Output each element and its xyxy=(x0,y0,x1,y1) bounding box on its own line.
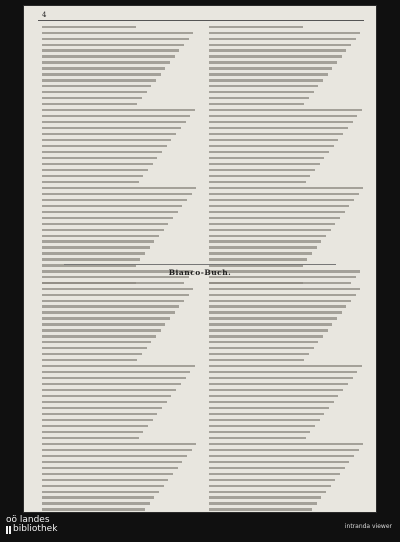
illegible-text-line xyxy=(38,477,198,482)
illegible-text-line xyxy=(205,322,365,327)
illegible-text-line xyxy=(38,227,198,232)
illegible-text-line xyxy=(38,459,198,464)
illegible-text-line xyxy=(38,84,198,89)
illegible-text-line xyxy=(205,429,365,434)
illegible-text-line xyxy=(205,257,365,262)
illegible-text-line xyxy=(38,257,198,262)
illegible-text-line xyxy=(38,120,198,125)
illegible-text-line xyxy=(205,483,365,488)
illegible-text-line xyxy=(205,364,365,369)
illegible-text-line xyxy=(38,161,198,166)
illegible-text-line xyxy=(205,239,365,244)
illegible-text-line xyxy=(205,316,365,321)
illegible-text-line xyxy=(205,96,365,101)
illegible-text-line xyxy=(205,167,365,172)
illegible-text-line xyxy=(38,239,198,244)
illegible-text-line xyxy=(38,387,198,392)
illegible-text-line xyxy=(38,137,198,142)
illegible-text-line xyxy=(205,381,365,386)
illegible-text-line xyxy=(205,173,365,178)
illegible-text-line xyxy=(38,24,198,29)
illegible-text-line xyxy=(205,352,365,357)
illegible-text-line xyxy=(38,304,198,309)
illegible-text-line xyxy=(38,90,198,95)
illegible-text-line xyxy=(205,477,365,482)
illegible-text-line xyxy=(205,447,365,452)
illegible-text-line xyxy=(205,120,365,125)
header-rule xyxy=(38,20,364,21)
illegible-text-line xyxy=(38,489,198,494)
section-heading: Bianco-Buch. xyxy=(168,268,232,277)
illegible-text-line xyxy=(205,346,365,351)
illegible-text-line xyxy=(38,72,198,77)
illegible-text-line xyxy=(38,381,198,386)
illegible-text-line xyxy=(205,30,365,35)
illegible-text-line xyxy=(205,340,365,345)
illegible-text-line xyxy=(38,66,198,71)
logo-line-2: bibliothek xyxy=(13,524,58,534)
illegible-text-line xyxy=(205,328,365,333)
illegible-text-line xyxy=(205,221,365,226)
illegible-text-line xyxy=(38,453,198,458)
illegible-text-line xyxy=(205,507,365,512)
illegible-text-line xyxy=(38,185,198,190)
illegible-text-line xyxy=(38,155,198,160)
illegible-text-line xyxy=(205,453,365,458)
illegible-text-line xyxy=(205,459,365,464)
illegible-text-line xyxy=(205,280,365,285)
illegible-text-line xyxy=(38,114,198,119)
illegible-text-line xyxy=(38,60,198,65)
illegible-text-line xyxy=(205,405,365,410)
illegible-text-line xyxy=(38,125,198,130)
illegible-text-line xyxy=(38,316,198,321)
upper-left-column xyxy=(38,24,198,287)
section-rule xyxy=(64,264,336,265)
illegible-text-line xyxy=(205,102,365,107)
illegible-text-line xyxy=(38,358,198,363)
illegible-text-line xyxy=(38,495,198,500)
illegible-text-line xyxy=(38,149,198,154)
illegible-text-line xyxy=(38,36,198,41)
illegible-text-line xyxy=(38,221,198,226)
illegible-text-line xyxy=(205,304,365,309)
illegible-text-line xyxy=(38,233,198,238)
illegible-text-line xyxy=(205,435,365,440)
illegible-text-line xyxy=(38,203,198,208)
illegible-text-line xyxy=(205,471,365,476)
illegible-text-line xyxy=(205,376,365,381)
illegible-text-line xyxy=(38,346,198,351)
illegible-text-line xyxy=(205,78,365,83)
illegible-text-line xyxy=(205,114,365,119)
illegible-text-line xyxy=(205,84,365,89)
logo-bars-icon xyxy=(6,526,11,534)
illegible-text-line xyxy=(205,149,365,154)
logo-line-1: oö landes xyxy=(6,515,50,525)
viewer-credit: intranda viewer xyxy=(344,523,392,530)
illegible-text-line xyxy=(205,90,365,95)
illegible-text-line xyxy=(205,48,365,53)
illegible-text-line xyxy=(38,501,198,506)
illegible-text-line xyxy=(205,143,365,148)
illegible-text-line xyxy=(38,48,198,53)
scanned-page xyxy=(24,6,376,512)
illegible-text-line xyxy=(205,155,365,160)
illegible-text-line xyxy=(38,102,198,107)
illegible-text-line xyxy=(205,370,365,375)
illegible-text-line xyxy=(205,60,365,65)
illegible-text-line xyxy=(205,501,365,506)
illegible-text-line xyxy=(205,66,365,71)
illegible-text-line xyxy=(205,495,365,500)
illegible-text-line xyxy=(205,191,365,196)
illegible-text-line xyxy=(205,197,365,202)
illegible-text-line xyxy=(205,393,365,398)
illegible-text-line xyxy=(38,179,198,184)
illegible-text-line xyxy=(38,399,198,404)
illegible-text-line xyxy=(38,429,198,434)
illegible-text-line xyxy=(38,251,198,256)
illegible-text-line xyxy=(205,417,365,422)
illegible-text-line xyxy=(38,417,198,422)
illegible-text-line xyxy=(38,411,198,416)
illegible-text-line xyxy=(205,489,365,494)
illegible-text-line xyxy=(38,310,198,315)
illegible-text-line xyxy=(38,393,198,398)
illegible-text-line xyxy=(205,203,365,208)
illegible-text-line xyxy=(205,72,365,77)
illegible-text-line xyxy=(38,173,198,178)
illegible-text-line xyxy=(38,423,198,428)
illegible-text-line xyxy=(38,131,198,136)
illegible-text-line xyxy=(205,185,365,190)
illegible-text-line xyxy=(205,125,365,130)
illegible-text-line xyxy=(205,411,365,416)
illegible-text-line xyxy=(38,292,198,297)
illegible-text-line xyxy=(38,215,198,220)
illegible-text-line xyxy=(38,191,198,196)
illegible-text-line xyxy=(205,310,365,315)
illegible-text-line xyxy=(205,441,365,446)
illegible-text-line xyxy=(38,376,198,381)
illegible-text-line xyxy=(205,209,365,214)
lower-left-column xyxy=(38,280,198,512)
illegible-text-line xyxy=(38,78,198,83)
illegible-text-line xyxy=(205,137,365,142)
library-logo xyxy=(6,516,57,534)
illegible-text-line xyxy=(205,42,365,47)
illegible-text-line xyxy=(205,334,365,339)
illegible-text-line xyxy=(205,399,365,404)
illegible-text-line xyxy=(205,292,365,297)
illegible-text-line xyxy=(38,340,198,345)
illegible-text-line xyxy=(38,280,198,285)
illegible-text-line xyxy=(38,334,198,339)
illegible-text-line xyxy=(205,387,365,392)
illegible-text-line xyxy=(38,447,198,452)
illegible-text-line xyxy=(38,96,198,101)
illegible-text-line xyxy=(38,435,198,440)
illegible-text-line xyxy=(38,364,198,369)
illegible-text-line xyxy=(38,209,198,214)
illegible-text-line xyxy=(205,179,365,184)
illegible-text-line xyxy=(205,161,365,166)
illegible-text-line xyxy=(205,298,365,303)
page-number: 4 xyxy=(42,11,47,19)
illegible-text-line xyxy=(38,465,198,470)
illegible-text-line xyxy=(38,483,198,488)
illegible-text-line xyxy=(38,197,198,202)
lower-right-column xyxy=(205,280,365,512)
illegible-text-line xyxy=(205,131,365,136)
illegible-text-line xyxy=(205,215,365,220)
illegible-text-line xyxy=(38,352,198,357)
illegible-text-line xyxy=(205,227,365,232)
illegible-text-line xyxy=(38,143,198,148)
illegible-text-line xyxy=(38,30,198,35)
illegible-text-line xyxy=(38,286,198,291)
illegible-text-line xyxy=(38,322,198,327)
illegible-text-line xyxy=(205,233,365,238)
illegible-text-line xyxy=(205,245,365,250)
illegible-text-line xyxy=(205,358,365,363)
illegible-text-line xyxy=(38,108,198,113)
illegible-text-line xyxy=(38,405,198,410)
illegible-text-line xyxy=(38,370,198,375)
illegible-text-line xyxy=(38,54,198,59)
illegible-text-line xyxy=(205,465,365,470)
illegible-text-line xyxy=(38,298,198,303)
illegible-text-line xyxy=(38,441,198,446)
illegible-text-line xyxy=(38,471,198,476)
illegible-text-line xyxy=(205,108,365,113)
illegible-text-line xyxy=(205,54,365,59)
illegible-text-line xyxy=(205,24,365,29)
illegible-text-line xyxy=(205,286,365,291)
illegible-text-line xyxy=(38,167,198,172)
upper-right-column xyxy=(205,24,365,287)
illegible-text-line xyxy=(205,423,365,428)
illegible-text-line xyxy=(205,36,365,41)
illegible-text-line xyxy=(38,42,198,47)
illegible-text-line xyxy=(38,507,198,512)
illegible-text-line xyxy=(38,328,198,333)
illegible-text-line xyxy=(38,245,198,250)
illegible-text-line xyxy=(205,251,365,256)
